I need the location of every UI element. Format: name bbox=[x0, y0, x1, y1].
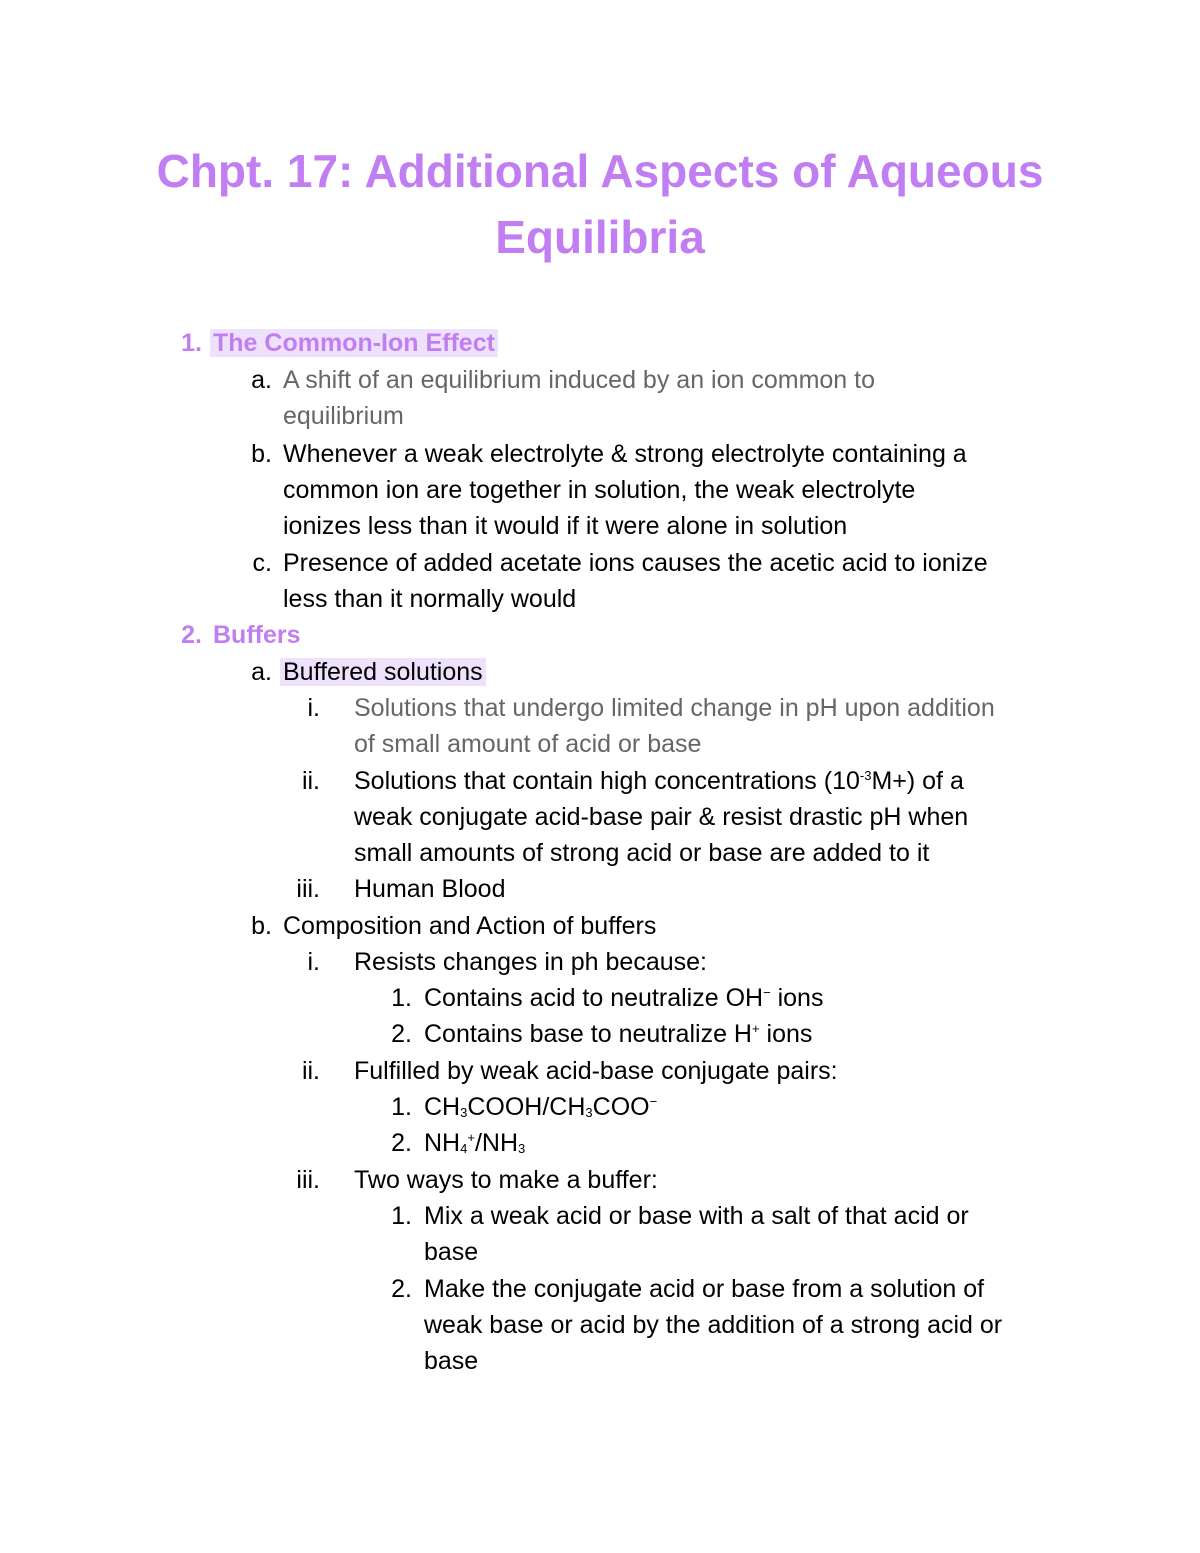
list-item-text: A shift of an equilibrium induced by an ion common to bbox=[283, 366, 876, 394]
list-marker: 2. bbox=[391, 1020, 412, 1048]
subscript: 3 bbox=[518, 1141, 526, 1156]
list-item-text: equilibrium bbox=[283, 402, 404, 430]
text-run: COOH/CH bbox=[467, 1093, 586, 1121]
list-item-text: Mix a weak acid or base with a salt of that acid or bbox=[424, 1202, 969, 1230]
chemical-formula bbox=[424, 1125, 525, 1161]
superscript: − bbox=[649, 1094, 658, 1109]
list-item-text bbox=[354, 763, 964, 799]
chemical-formula bbox=[424, 1089, 657, 1125]
list-marker: iii. bbox=[296, 1166, 320, 1194]
text-run: NH bbox=[424, 1129, 461, 1157]
section-2-heading: Buffers bbox=[213, 621, 301, 649]
list-item-text: Resists changes in ph because: bbox=[354, 948, 707, 976]
superscript: -3 bbox=[859, 768, 872, 783]
list-item-text: small amounts of strong acid or base are added to it bbox=[354, 839, 930, 867]
list-marker: a. bbox=[251, 658, 272, 686]
list-item-text bbox=[424, 1016, 812, 1052]
list-item-text: Human Blood bbox=[354, 875, 506, 903]
list-item-text: Whenever a weak electrolyte & strong electrolyte containing a bbox=[283, 440, 967, 468]
section-1-number: 1. bbox=[181, 329, 202, 357]
text-run: COO bbox=[592, 1093, 650, 1121]
superscript: + bbox=[467, 1130, 475, 1145]
list-marker: b. bbox=[251, 912, 272, 940]
list-marker: ii. bbox=[301, 767, 320, 795]
text-run: ions bbox=[770, 984, 824, 1012]
text-run: Solutions that contain high concentrations (10 bbox=[354, 767, 860, 795]
list-marker: ii. bbox=[301, 1057, 320, 1085]
subsection-label-text: Buffered solutions bbox=[280, 658, 486, 686]
section-1-heading bbox=[213, 325, 498, 361]
list-marker: c. bbox=[252, 549, 272, 577]
list-marker: i. bbox=[307, 948, 320, 976]
text-run: ions bbox=[759, 1020, 813, 1048]
list-item-text: common ion are together in solution, the weak electrolyte bbox=[283, 476, 916, 504]
text-run: /NH bbox=[474, 1129, 518, 1157]
list-marker: i. bbox=[307, 694, 320, 722]
list-marker: 1. bbox=[391, 1202, 412, 1230]
list-marker: 1. bbox=[391, 984, 412, 1012]
list-marker: 1. bbox=[391, 1093, 412, 1121]
list-item-text: Two ways to make a buffer: bbox=[354, 1166, 658, 1194]
text-run: CH bbox=[424, 1093, 461, 1121]
list-item-text: weak base or acid by the addition of a strong acid or bbox=[424, 1311, 1003, 1339]
list-item-text: of small amount of acid or base bbox=[354, 730, 702, 758]
list-marker: 2. bbox=[391, 1275, 412, 1303]
list-item-text: base bbox=[424, 1238, 479, 1266]
list-item-text: Make the conjugate acid or base from a solution of bbox=[424, 1275, 985, 1303]
subsection-label bbox=[283, 654, 486, 690]
list-marker: 2. bbox=[391, 1129, 412, 1157]
list-item-text: Fulfilled by weak acid-base conjugate pairs: bbox=[354, 1057, 838, 1085]
list-marker: b. bbox=[251, 440, 272, 468]
list-item-text bbox=[424, 980, 823, 1016]
list-item-text: Presence of added acetate ions causes the acetic acid to ionize bbox=[283, 549, 988, 577]
text-run: Contains acid to neutralize OH bbox=[424, 984, 764, 1012]
title-line-2: Equilibria bbox=[495, 211, 705, 263]
superscript: − bbox=[763, 985, 771, 1000]
page-title bbox=[0, 138, 1200, 270]
text-run: Contains base to neutralize H bbox=[424, 1020, 752, 1048]
list-item-text: less than it normally would bbox=[283, 585, 577, 613]
list-item-text: weak conjugate acid-base pair & resist drastic pH when bbox=[354, 803, 969, 831]
list-marker: a. bbox=[251, 366, 272, 394]
section-2-number: 2. bbox=[181, 621, 202, 649]
text-run: M+) of a bbox=[871, 767, 964, 795]
subscript: 4 bbox=[460, 1141, 468, 1156]
subscript: 3 bbox=[460, 1105, 468, 1120]
title-line-1: Chpt. 17: Additional Aspects of Aqueous bbox=[156, 145, 1044, 197]
subscript: 3 bbox=[585, 1105, 593, 1120]
subsection-label: Composition and Action of buffers bbox=[283, 912, 657, 940]
list-item-text: ionizes less than it would if it were alone in solution bbox=[283, 512, 848, 540]
list-item-text: base bbox=[424, 1347, 479, 1375]
section-1-heading-text: The Common-Ion Effect bbox=[210, 329, 498, 357]
list-item-text: Solutions that undergo limited change in pH upon addition bbox=[354, 694, 995, 722]
superscript: + bbox=[751, 1021, 760, 1036]
list-marker: iii. bbox=[296, 875, 320, 903]
